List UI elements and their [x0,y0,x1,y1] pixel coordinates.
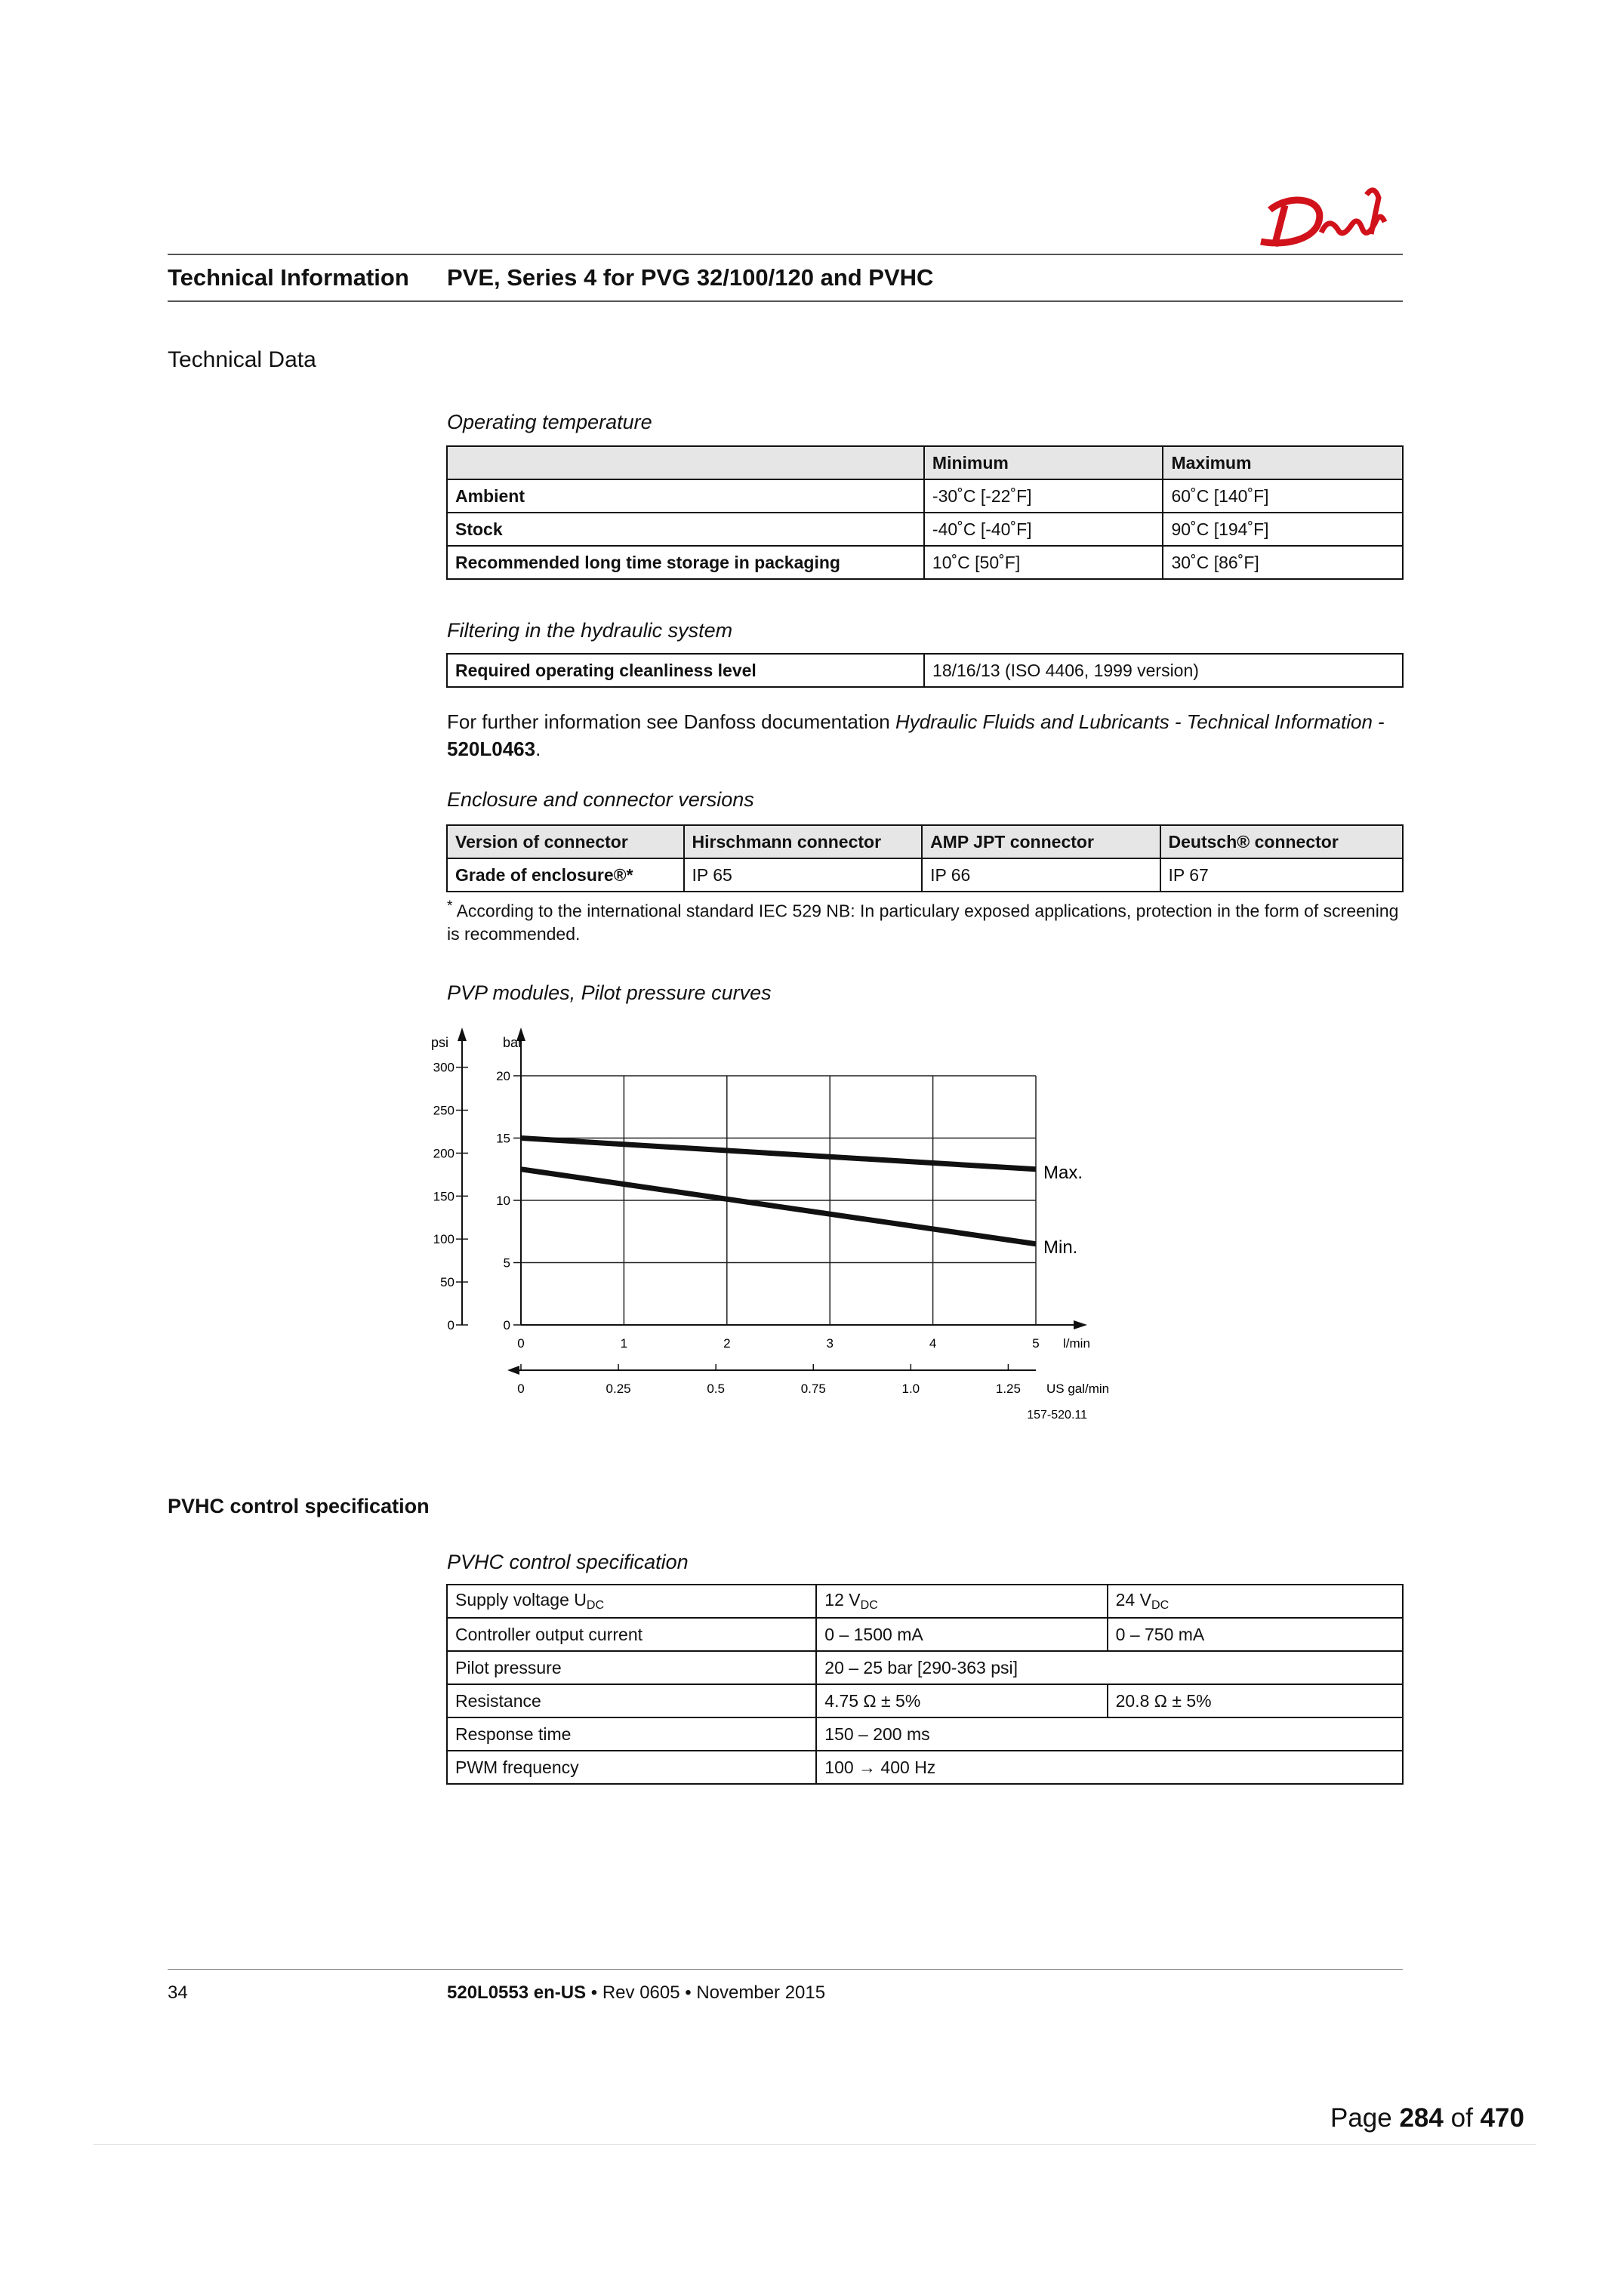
table-row [447,1717,1403,1751]
series-line [521,1138,1036,1169]
cell: 4.75 Ω ± 5% [816,1684,1107,1717]
footnote-mark: * [447,898,453,914]
page-number: 34 [168,1982,188,2003]
pdf-page-indicator [1330,2103,1524,2133]
table-row [447,1618,1403,1651]
psi-tick-label: 250 [433,1103,455,1118]
psi-tick-label: 200 [433,1146,455,1161]
cell: 20.8 Ω ± 5% [1108,1684,1403,1717]
cell: -30˚C [-22˚F] [924,479,1163,513]
enclosure-table [446,824,1404,892]
table-row [447,513,1403,546]
pvhc-section-title: PVHC control specification [168,1495,430,1517]
column-header: Deutsch® connector [1160,825,1403,858]
enclosure-footnote [447,895,1406,945]
psi-axis-arrow [458,1027,467,1041]
header-top-rule [168,254,1403,255]
cell: 0 – 750 mA [1108,1618,1403,1651]
header-document-title: PVE, Series 4 for PVG 32/100/120 and PVHC [447,264,934,291]
further-info-paragraph [447,708,1406,762]
x2-tick-label: 1.25 [995,1382,1021,1396]
bar-tick-label: 10 [496,1194,510,1208]
column-header: Minimum [924,446,1163,479]
text: Page [1330,2103,1400,2133]
series-line [521,1169,1036,1244]
bar-tick-label: 0 [503,1318,510,1332]
text: For further information see Danfoss documentation [447,710,895,733]
row-label: Response time [447,1717,816,1751]
table-row [447,1684,1403,1717]
operating-temperature-table [446,445,1404,580]
footnote-text: According to the international standard IEC 529 NB: In particulary exposed applications, protection in the form of screening is recommended. [447,901,1399,944]
x2-axis-label: US gal/min [1046,1382,1110,1396]
cell [816,1585,1107,1618]
cell: 18/16/13 (ISO 4406, 1999 version) [924,654,1403,687]
text: - [1372,710,1385,733]
x2-tick-label: 0.25 [606,1382,631,1396]
document-number: 520L0463 [447,738,536,760]
pvhc-table [446,1584,1404,1785]
cell: 0 – 1500 mA [816,1618,1107,1651]
figure-code: 157-520.11 [1027,1409,1087,1422]
footer-rule [168,1969,1403,1970]
row-label: Grade of enclosure®* [447,858,684,892]
cell: 100 → 400 Hz [816,1751,1403,1784]
cell: IP 65 [684,858,923,892]
text: of [1443,2103,1481,2133]
x-tick-label: 4 [929,1336,937,1351]
danfoss-logo [1253,180,1404,252]
document-id: 520L0553 en-US [447,1982,587,2003]
row-label: Pilot pressure [447,1651,816,1684]
subscript: DC [860,1598,878,1612]
column-header [447,446,924,479]
footer-document-info [447,1982,825,2004]
row-label [447,1585,816,1618]
psi-tick-label: 50 [440,1275,455,1290]
x2-tick-label: 0.75 [800,1382,826,1396]
x-tick-label: 2 [723,1336,731,1351]
x-tick-label: 0 [517,1336,525,1351]
row-label: Required operating cleanliness level [447,654,924,687]
row-label: Resistance [447,1684,816,1717]
text: . [535,738,541,760]
psi-tick-label: 100 [433,1232,455,1247]
text: 24 V [1115,1589,1151,1610]
pilot-pressure-chart [423,1015,1132,1438]
table-row [447,479,1403,513]
x2-tick-label: 0 [517,1382,525,1396]
column-header: Hirschmann connector [684,825,923,858]
column-header: AMP JPT connector [922,825,1160,858]
table-row [447,546,1403,579]
filtering-table [446,653,1404,688]
bar-tick-label: 20 [496,1069,510,1083]
x-axis-label: l/min [1063,1336,1090,1351]
header-category: Technical Information [168,264,409,291]
series-label: Max. [1043,1162,1083,1183]
cell: 20 – 25 bar [290-363 psi] [816,1651,1403,1684]
table-row [447,1651,1403,1684]
cell: 30˚C [86˚F] [1163,546,1403,579]
text: 12 V [824,1589,861,1610]
cell: 10˚C [50˚F] [924,546,1163,579]
text: Supply voltage U [455,1589,587,1610]
psi-tick-label: 300 [433,1060,455,1075]
row-label: Stock [447,513,924,546]
chart-caption: PVP modules, Pilot pressure curves [447,981,772,1004]
section-title: Technical Data [168,347,316,372]
bar-axis-label: bar [503,1035,523,1050]
revision-info: • Rev 0605 • November 2015 [586,1982,826,2003]
row-label: PWM frequency [447,1751,816,1784]
cell: IP 66 [922,858,1160,892]
pvhc-caption: PVHC control specification [447,1551,689,1573]
x-tick-label: 3 [826,1336,834,1351]
subscript: DC [1151,1598,1169,1612]
row-label: Ambient [447,479,924,513]
total-pages: 470 [1480,2103,1524,2133]
x2-tick-label: 1.0 [901,1382,920,1396]
bar-tick-label: 15 [496,1131,510,1146]
subscript: DC [586,1598,605,1612]
table-row [447,1751,1403,1784]
cell: -40˚C [-40˚F] [924,513,1163,546]
table-header-row [447,446,1403,479]
column-header: Maximum [1163,446,1403,479]
document-title: Hydraulic Fluids and Lubricants - Technical Information [895,710,1373,733]
current-page: 284 [1399,2103,1444,2133]
operating-temperature-caption: Operating temperature [447,411,652,433]
viewer-page-divider [94,2144,1536,2145]
table-row [447,654,1403,687]
header-bottom-rule [168,300,1403,302]
cell [1108,1585,1403,1618]
table-row [447,858,1403,892]
filtering-caption: Filtering in the hydraulic system [447,619,733,642]
enclosure-caption: Enclosure and connector versions [447,788,754,811]
x-axis-arrow [1074,1320,1087,1329]
table-header-row [447,825,1403,858]
psi-tick-label: 0 [447,1318,455,1332]
x2-axis-arrow [507,1366,519,1375]
bar-tick-label: 5 [503,1255,510,1271]
table-row [447,1585,1403,1618]
psi-tick-label: 150 [433,1189,455,1204]
cell: 90˚C [194˚F] [1163,513,1403,546]
cell: 60˚C [140˚F] [1163,479,1403,513]
cell: IP 67 [1160,858,1403,892]
x2-tick-label: 0.5 [707,1382,725,1396]
cell: 150 – 200 ms [816,1717,1403,1751]
row-label: Recommended long time storage in packaging [447,546,924,579]
x-tick-label: 5 [1032,1336,1040,1351]
x-tick-label: 1 [620,1336,628,1351]
row-label: Controller output current [447,1618,816,1651]
column-header: Version of connector [447,825,684,858]
series-label: Min. [1043,1237,1078,1258]
psi-axis-label: psi [430,1035,448,1050]
